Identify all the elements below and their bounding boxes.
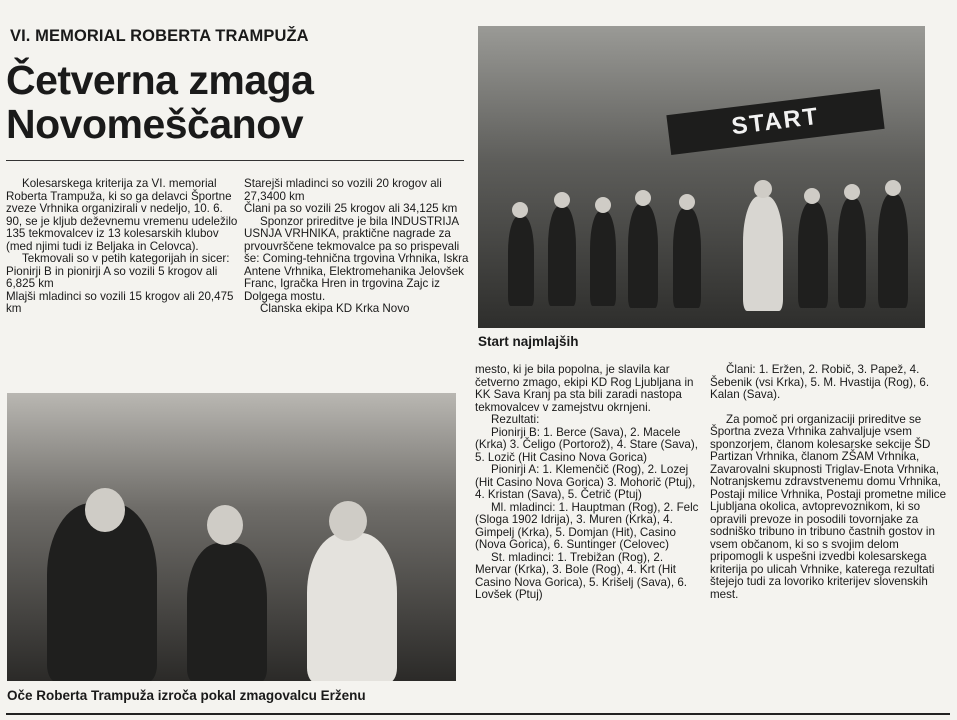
trophy-photo bbox=[7, 393, 456, 681]
page-bottom-rule bbox=[6, 713, 950, 715]
paragraph: Starejši mladinci so vozili 20 krogov ali 27,3400 km bbox=[244, 177, 442, 203]
paragraph: Pionirji A: 1. Klemenčič (Rog), 2. Lozej (Hit Casino Nova Gorica) 3. Mohorič (Ptuj), 4. Kristan (Sava), 5. Četrič (Ptuj) bbox=[475, 463, 696, 501]
paragraph: Tekmovali so v petih kategorijah in sicer: bbox=[22, 252, 230, 265]
paragraph: Članska ekipa KD Krka Novo bbox=[260, 302, 410, 315]
start-photo-caption: Start najmlajših bbox=[478, 334, 579, 349]
paragraph: Člani pa so vozili 25 krogov ali 34,125 km bbox=[244, 202, 458, 215]
start-banner: START bbox=[666, 89, 884, 155]
article-kicker: VI. MEMORIAL ROBERTA TRAMPUŽA bbox=[10, 27, 309, 45]
paragraph: Pionirji B in pionirji A so vozili 5 krogov ali 6,825 km bbox=[6, 264, 218, 290]
article-column-2 bbox=[244, 178, 470, 316]
trophy-photo-caption: Oče Roberta Trampuža izroča pokal zmagovalcu Erženu bbox=[7, 688, 366, 703]
paragraph: Člani: 1. Eržen, 2. Robič, 3. Papež, 4. Šebenik (vsi Krka), 5. M. Hvastija (Rog), 6. Kalan (Sava). bbox=[710, 363, 930, 401]
article-column-4 bbox=[710, 364, 950, 601]
paragraph: Mlajši mladinci so vozili 15 krogov ali 20,475 km bbox=[6, 289, 234, 315]
article-column-1 bbox=[6, 178, 238, 316]
paragraph: Sponzor prireditve je bila INDUSTRIJA USNJA VRHNIKA, praktične nagrade za prvouvrščene tekmovalce pa so prispevali še: Coming-tehnična trgovina Vrhnika, Iskra Antene Vrhnika, Elektromehanika Jelovšek Franc, Igračka Hren in trgovina Zajc iz Dolgega mostu. bbox=[244, 214, 469, 303]
paragraph: Kolesarskega kriterija za VI. memorial Roberta Trampuža, ki so ga delavci Športne zveze Vrhnika organizirali v nedeljo, 10. 6. 90, se je kljub deževnemu vremenu udeležilo 135 tekmovalcev iz 13 kolesarskih klubov (med njimi tudi iz Beljaka in Celovca). bbox=[6, 177, 238, 253]
paragraph: Za pomoč pri organizaciji prireditve se Športna zveza Vrhnika zahvaljuje vsem sponzorjem, članom kolesarske sekcije ŠD Partizan Vrhnika, članom ZŠAM Vrhnika, Zavarovalni skupnosti Triglav-Enota Vrhnika, Notranjskemu zdravstvenemu domu Vrhnika, Postaji milice Vrhnika, Postaji prometne milice Ljubljana okolica, avtoprevoznikom, ki so opravili prevoze in posodili tovornjake za sodniško tribuno in tribuno častnih gostov in vsem občanom, ki so s svojim delom pripomogli k uspešni izvedbi kolesarskega kriterija po ulicah Vrhnike, katerega rezultati štejejo tudi za lovoriko kriterijev slovenskih mest. bbox=[710, 412, 947, 601]
article-headline: Četverna zmaga Novomeščanov bbox=[6, 57, 314, 147]
article-column-3 bbox=[475, 364, 700, 602]
paragraph: St. mladinci: 1. Trebižan (Rog), 2. Mervar (Krka), 3. Bole (Rog), 4. Krt (Hit Casino Nova Gorica), 5. Krišelj (Sava), 6. Lovšek (Ptuj) bbox=[475, 550, 687, 601]
paragraph: Rezultati: bbox=[491, 413, 540, 426]
start-photo bbox=[478, 26, 925, 328]
headline-divider bbox=[6, 160, 464, 161]
paragraph: Pionirji B: 1. Berce (Sava), 2. Macele (Krka) 3. Čeligo (Portorož), 4. Stare (Sava), 5. Lozič (Hit Casino Nova Gorica) bbox=[475, 425, 698, 464]
paragraph: mesto, ki je bila popolna, je slavila kar četverno zmago, ekipi KD Rog Ljubljana in KK Sava Kranj pa sta bili zaradi nastopa tekmovalcev v zamejstvu okrnjeni. bbox=[475, 363, 694, 414]
paragraph: Ml. mladinci: 1. Hauptman (Rog), 2. Felc (Sloga 1902 Idrija), 3. Muren (Krka), 4. Gimpelj (Krka), 5. Domjan (Hit), Casino (Nova Gorica), 6. Suntinger (Celovec) bbox=[475, 500, 699, 551]
